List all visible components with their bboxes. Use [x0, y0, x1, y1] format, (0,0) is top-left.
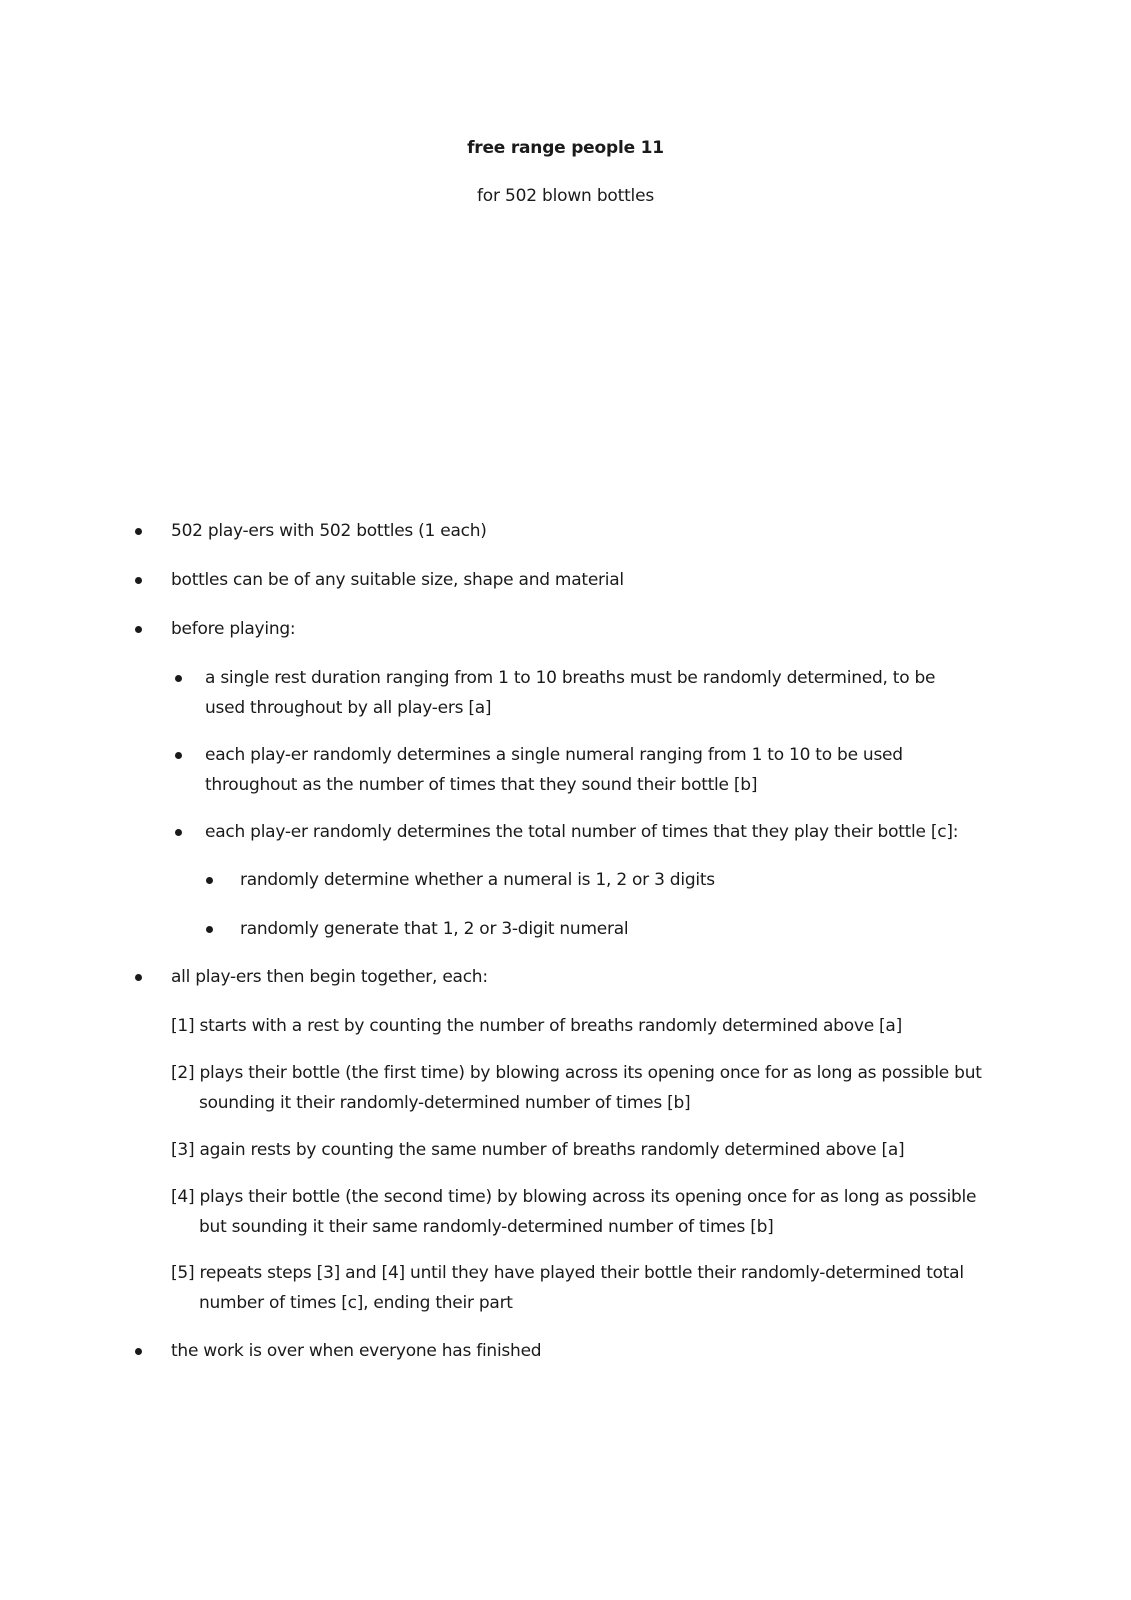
list-item: randomly determine whether a numeral is 1, 2 or 3 digits — [240, 870, 715, 890]
list-item-continuation: used throughout by all play-ers [a] — [205, 698, 492, 718]
step-item: [4] plays their bottle (the second time) by blowing across its opening once for as long as possible — [171, 1187, 977, 1207]
step-item-continuation: number of times [c], ending their part — [199, 1293, 513, 1313]
list-item: 502 play-ers with 502 bottles (1 each) — [171, 521, 487, 541]
bullet-icon — [135, 626, 142, 633]
step-item-continuation: sounding it their randomly-determined number of times [b] — [199, 1093, 691, 1113]
step-item: [3] again rests by counting the same number of breaths randomly determined above [a] — [171, 1140, 905, 1160]
bullet-icon — [206, 877, 213, 884]
step-item: [5] repeats steps [3] and [4] until they have played their bottle their randomly-determined total — [171, 1263, 964, 1283]
list-item: before playing: — [171, 619, 296, 639]
bullet-icon — [135, 577, 142, 584]
step-item: [1] starts with a rest by counting the number of breaths randomly determined above [a] — [171, 1016, 902, 1036]
list-item: the work is over when everyone has finished — [171, 1341, 542, 1361]
page-subtitle: for 502 blown bottles — [477, 186, 654, 206]
list-item: a single rest duration ranging from 1 to 10 breaths must be randomly determined, to be — [205, 668, 936, 688]
step-item-continuation: but sounding it their same randomly-determined number of times [b] — [199, 1217, 774, 1237]
bullet-icon — [206, 926, 213, 933]
bullet-icon — [175, 675, 182, 682]
list-item: each play-er randomly determines the total number of times that they play their bottle [c]: — [205, 822, 959, 842]
step-item: [2] plays their bottle (the first time) by blowing across its opening once for as long as possible but — [171, 1063, 982, 1083]
bullet-icon — [135, 1348, 142, 1355]
bullet-icon — [175, 752, 182, 759]
bullet-icon — [175, 829, 182, 836]
list-item: bottles can be of any suitable size, shape and material — [171, 570, 624, 590]
list-item: each play-er randomly determines a single numeral ranging from 1 to 10 to be used — [205, 745, 903, 765]
list-item: all play-ers then begin together, each: — [171, 967, 488, 987]
bullet-icon — [135, 528, 142, 535]
page-title: free range people 11 — [467, 138, 664, 158]
bullet-icon — [135, 974, 142, 981]
list-item-continuation: throughout as the number of times that they sound their bottle [b] — [205, 775, 758, 795]
list-item: randomly generate that 1, 2 or 3-digit numeral — [240, 919, 629, 939]
